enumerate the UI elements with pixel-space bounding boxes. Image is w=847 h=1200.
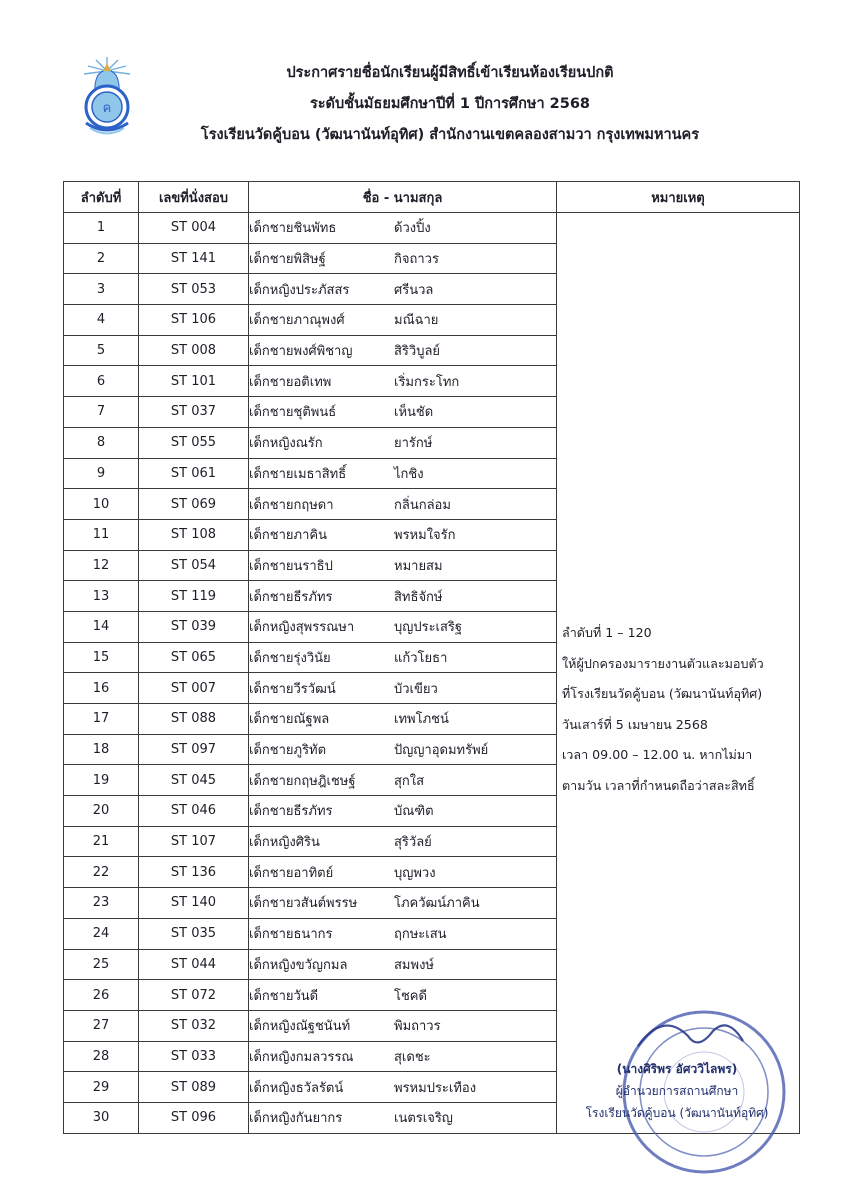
last-name: เนตรเจริญ (394, 1111, 453, 1127)
first-name: เด็กหญิงกมลวรรณ (249, 1049, 354, 1065)
row-number: 6 (64, 366, 139, 397)
table-header-row (64, 182, 800, 213)
student-name (249, 888, 557, 919)
svg-text:ค: ค (102, 101, 112, 116)
first-name: เด็กชายอติเทพ (249, 374, 332, 390)
remarks-cell (557, 213, 800, 1134)
signature-name: (นางศิริพร อัศววิไลพร) (616, 1062, 738, 1076)
last-name: บุญพวง (394, 865, 436, 881)
school-emblem-icon (76, 55, 138, 137)
last-name: บัณฑิต (394, 804, 434, 820)
row-number: 21 (64, 826, 139, 857)
student-name (249, 519, 557, 550)
student-name (249, 765, 557, 796)
row-number: 10 (64, 489, 139, 520)
row-number: 16 (64, 673, 139, 704)
first-name: เด็กชายวันดี (249, 988, 319, 1004)
last-name: เริ่มกระโทก (394, 374, 460, 390)
remarks-line: ให้ผู้ปกครองมารายงานตัวและมอบตัว (562, 655, 764, 671)
seat-number: ST 096 (139, 1102, 249, 1133)
seat-number: ST 108 (139, 519, 249, 550)
first-name: เด็กชายภาคิน (249, 528, 327, 544)
table-row (64, 213, 800, 244)
col-header-no: ลำดับที่ (64, 182, 139, 213)
student-name (249, 857, 557, 888)
seat-number: ST 035 (139, 918, 249, 949)
first-name: เด็กหญิงธวัลรัตน์ (249, 1080, 344, 1096)
student-name (249, 1010, 557, 1041)
first-name: เด็กชายพงศ์พิชาญ (249, 344, 353, 360)
first-name: เด็กหญิงประภัสสร (249, 282, 350, 298)
last-name: ด้วงปิ้ง (394, 221, 431, 237)
student-name (249, 366, 557, 397)
first-name: เด็กหญิงกันยากร (249, 1111, 343, 1127)
student-name (249, 1041, 557, 1072)
last-name: สุริวัลย์ (394, 835, 432, 851)
remarks-text (557, 618, 764, 801)
seat-number: ST 032 (139, 1010, 249, 1041)
col-header-seat: เลขที่นั่งสอบ (139, 182, 249, 213)
row-number: 2 (64, 243, 139, 274)
signature-position: ผู้อำนวยการสถานศึกษา (615, 1084, 739, 1098)
last-name: สิทธิจักษ์ (394, 589, 443, 605)
last-name: บัวเขียว (394, 681, 438, 697)
row-number: 29 (64, 1072, 139, 1103)
last-name: ศรีนวล (394, 282, 434, 298)
seat-number: ST 046 (139, 796, 249, 827)
row-number: 20 (64, 796, 139, 827)
last-name: กลิ่นกล่อม (394, 497, 451, 513)
last-name: ยารักษ์ (394, 436, 433, 452)
row-number: 15 (64, 642, 139, 673)
student-name (249, 980, 557, 1011)
student-name (249, 305, 557, 336)
seat-number: ST 089 (139, 1072, 249, 1103)
first-name: เด็กชายวีรวัฒน์ (249, 681, 336, 697)
table-body (64, 213, 800, 1134)
first-name: เด็กชายณัฐพล (249, 712, 330, 728)
seat-number: ST 101 (139, 366, 249, 397)
seat-number: ST 136 (139, 857, 249, 888)
row-number: 26 (64, 980, 139, 1011)
header-subtitle: ระดับชั้นมัธยมศึกษาปีที่ 1 ปีการศึกษา 2568 (309, 96, 591, 112)
student-name (249, 550, 557, 581)
row-number: 9 (64, 458, 139, 489)
row-number: 25 (64, 949, 139, 980)
row-number: 1 (64, 213, 139, 244)
signature-block (568, 1058, 786, 1124)
student-name (249, 335, 557, 366)
student-name (249, 642, 557, 673)
last-name: โภควัฒน์ภาคิน (394, 896, 480, 912)
row-number: 17 (64, 704, 139, 735)
last-name: พรหมประเทือง (394, 1080, 477, 1096)
student-name (249, 458, 557, 489)
first-name: เด็กหญิงณรัก (249, 436, 323, 452)
remarks-line: วันเสาร์ที่ 5 เมษายน 2568 (562, 716, 708, 732)
col-header-name: ชื่อ - นามสกุล (249, 182, 557, 213)
remarks-line: เวลา 09.00 – 12.00 น. หากไม่มา (562, 747, 753, 762)
last-name: สิริวิบูลย์ (394, 344, 441, 360)
seat-number: ST 039 (139, 611, 249, 642)
row-number: 18 (64, 734, 139, 765)
seat-number: ST 044 (139, 949, 249, 980)
header-title: ประกาศรายชื่อนักเรียนผู้มีสิทธิ์เข้าเรียนห้องเรียนปกติ (286, 65, 614, 81)
first-name: เด็กหญิงณัฐชนันท์ (249, 1019, 351, 1035)
seat-number: ST 088 (139, 704, 249, 735)
seat-number: ST 061 (139, 458, 249, 489)
row-number: 4 (64, 305, 139, 336)
seat-number: ST 141 (139, 243, 249, 274)
last-name: พิมถาวร (394, 1019, 441, 1035)
first-name: เด็กหญิงศิริน (249, 835, 320, 851)
seat-number: ST 072 (139, 980, 249, 1011)
row-number: 27 (64, 1010, 139, 1041)
last-name: กิจถาวร (394, 252, 439, 268)
row-number: 5 (64, 335, 139, 366)
student-name (249, 611, 557, 642)
first-name: เด็กชายธีรภัทร (249, 589, 333, 605)
row-number: 7 (64, 397, 139, 428)
first-name: เด็กหญิงสุพรรณษา (249, 620, 355, 636)
last-name: บุญประเสริฐ (394, 620, 463, 636)
seat-number: ST 007 (139, 673, 249, 704)
remarks-line: ตามวัน เวลาที่กำหนดถือว่าสละสิทธิ์ (562, 777, 755, 793)
seat-number: ST 045 (139, 765, 249, 796)
row-number: 24 (64, 918, 139, 949)
student-name (249, 796, 557, 827)
row-number: 11 (64, 519, 139, 550)
seat-number: ST 065 (139, 642, 249, 673)
first-name: เด็กชายอาทิตย์ (249, 865, 334, 881)
student-name (249, 1072, 557, 1103)
student-name (249, 427, 557, 458)
student-name (249, 704, 557, 735)
first-name: เด็กชายชินพัทธ (249, 221, 337, 237)
row-number: 30 (64, 1102, 139, 1133)
first-name: เด็กชายภูริทัต (249, 743, 327, 759)
first-name: เด็กชายชุติพนธ์ (249, 405, 337, 421)
student-name (249, 734, 557, 765)
first-name: เด็กชายวสันต์พรรษ (249, 896, 358, 912)
seat-number: ST 069 (139, 489, 249, 520)
remarks-line: ลำดับที่ 1 – 120 (562, 625, 652, 640)
row-number: 3 (64, 274, 139, 305)
document-header (150, 58, 750, 151)
seat-number: ST 033 (139, 1041, 249, 1072)
student-name (249, 1102, 557, 1133)
seat-number: ST 097 (139, 734, 249, 765)
first-name: เด็กชายธีรภัทร (249, 804, 333, 820)
row-number: 23 (64, 888, 139, 919)
seat-number: ST 106 (139, 305, 249, 336)
last-name: ไกชิง (394, 466, 424, 482)
seat-number: ST 055 (139, 427, 249, 458)
first-name: เด็กชายธนากร (249, 927, 333, 943)
first-name: เด็กชายนราธิป (249, 558, 333, 574)
last-name: สมพงษ์ (394, 957, 434, 973)
student-name (249, 397, 557, 428)
last-name: สุเดชะ (394, 1049, 431, 1065)
first-name: เด็กชายกฤษฎิเชษฐ์ (249, 773, 356, 789)
row-number: 12 (64, 550, 139, 581)
seat-number: ST 037 (139, 397, 249, 428)
last-name: เทพโภชน์ (394, 712, 449, 728)
student-list-table (63, 181, 800, 1134)
header-school: โรงเรียนวัดคู้บอน (วัฒนานันท์อุทิศ) สำนักงานเขตคลองสามวา กรุงเทพมหานคร (200, 127, 700, 143)
seat-number: ST 004 (139, 213, 249, 244)
student-name (249, 243, 557, 274)
first-name: เด็กชายกฤษดา (249, 497, 334, 513)
last-name: พรหมใจรัก (394, 528, 456, 544)
first-name: เด็กชายเมธาสิทธิ์ (249, 466, 347, 482)
seat-number: ST 107 (139, 826, 249, 857)
signature-school: โรงเรียนวัดคู้บอน (วัฒนานันท์อุทิศ) (585, 1106, 769, 1120)
first-name: เด็กหญิงขวัญกมล (249, 957, 348, 973)
first-name: เด็กชายรุ่งวินัย (249, 650, 331, 666)
row-number: 22 (64, 857, 139, 888)
remarks-line: ที่โรงเรียนวัดคู้บอน (วัฒนานันท์อุทิศ) (562, 686, 763, 701)
student-name (249, 826, 557, 857)
row-number: 8 (64, 427, 139, 458)
last-name: เห็นชัด (394, 405, 434, 421)
col-header-note: หมายเหตุ (557, 182, 800, 213)
row-number: 13 (64, 581, 139, 612)
student-name (249, 213, 557, 244)
student-name (249, 918, 557, 949)
seat-number: ST 008 (139, 335, 249, 366)
student-name (249, 274, 557, 305)
row-number: 14 (64, 611, 139, 642)
first-name: เด็กชายภาณุพงศ์ (249, 313, 345, 329)
student-name (249, 581, 557, 612)
seat-number: ST 119 (139, 581, 249, 612)
last-name: แก้วโยธา (394, 650, 448, 666)
student-name (249, 489, 557, 520)
first-name: เด็กชายพิสิษฐ์ (249, 252, 326, 268)
last-name: มณีฉาย (394, 313, 439, 329)
seat-number: ST 140 (139, 888, 249, 919)
last-name: สุกใส (394, 773, 425, 789)
last-name: โชคดี (394, 988, 427, 1004)
last-name: ปัญญาอุดมทรัพย์ (394, 743, 489, 759)
student-name (249, 949, 557, 980)
last-name: หมายสม (394, 558, 443, 574)
seat-number: ST 054 (139, 550, 249, 581)
row-number: 19 (64, 765, 139, 796)
last-name: ฤกษะเสน (394, 927, 447, 943)
student-name (249, 673, 557, 704)
seat-number: ST 053 (139, 274, 249, 305)
row-number: 28 (64, 1041, 139, 1072)
